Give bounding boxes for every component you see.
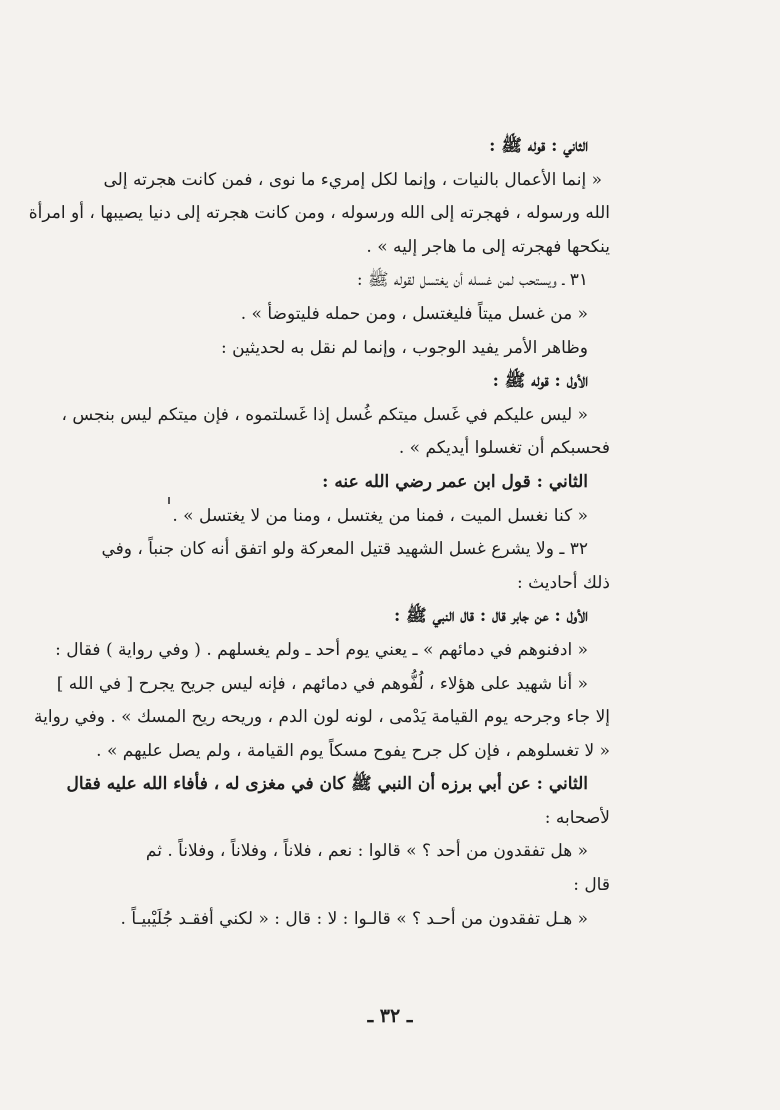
text-line: « ادفنوهم في دمائهم » ـ يعني يوم أحد ـ ولم يغسلهم . ( وفي رواية ) فقال : bbox=[55, 639, 588, 660]
text-line: ٣١ ـ ويستحب لمن غسله أن يغتسل لقوله ﷺ : bbox=[356, 270, 588, 291]
page-number: ـ ٣٢ ـ bbox=[367, 1005, 413, 1027]
text-line: الله ورسوله ، فهجرته إلى الله ورسوله ، ومن كانت هجرته إلى دنيا يصيبها ، أو امرأة bbox=[28, 203, 610, 224]
text-line: الثاني : قوله ﷺ : bbox=[489, 136, 588, 156]
text-line: « ليس عليكم في غَسل ميتكم غُسل إذا غَسلتموه ، فإن ميتكم ليس بنجس ، bbox=[61, 404, 588, 425]
text-line: « أنا شهيد على هؤلاء ، لُفُّوهم في دمائهم ، فإنه ليس جريح يجرح [ في الله ] bbox=[56, 673, 588, 694]
text-line: فحسبكم أن تغسلوا أيديكم » . bbox=[398, 438, 610, 459]
text-line: « لا تغسلوهم ، فإن كل جرح يفوح مسكاً يوم القيامة ، ولم يصل عليهم » . bbox=[96, 740, 610, 761]
stray-mark bbox=[168, 497, 170, 504]
text-line: ذلك أحاديث : bbox=[516, 572, 610, 593]
text-line: « إنما الأعمال بالنيات ، وإنما لكل إمريء ما نوى ، فمن كانت هجرته إلى bbox=[103, 169, 602, 190]
text-line: إلا جاء وجرحه يوم القيامة يَدْمى ، لونه لون الدم ، وريحه ريح المسك » . وفي رواية bbox=[34, 707, 610, 728]
body-text bbox=[28, 130, 610, 936]
text-line: ينكحها فهجرته إلى ما هاجر إليه » . bbox=[366, 236, 610, 257]
text-line: الثاني : قول ابن عمر رضي الله عنه : bbox=[322, 471, 588, 492]
text-line: لأصحابه : bbox=[544, 807, 610, 828]
text-line: الأول : قوله ﷺ : bbox=[492, 371, 588, 392]
text-line: الأول : عن جابر قال : قال النبي ﷺ : bbox=[393, 606, 588, 627]
text-line: « كنا نغسل الميت ، فمنا من يغتسل ، ومنا من لا يغتسل » . bbox=[172, 505, 588, 526]
text-line: وظاهر الأمر يفيد الوجوب ، وإنما لم نقل به لحديثين : bbox=[220, 337, 588, 358]
text-line: « هـل تفقدون من أحـد ؟ » قالـوا : لا : قال : « لكني أفقـد جُلَيْبيـاً . bbox=[120, 908, 588, 929]
text-line: « من غسل ميتاً فليغتسل ، ومن حمله فليتوضأ » . bbox=[240, 303, 588, 324]
text-line: الثاني : عن أبي برزه أن النبي ﷺ كان في مغزى له ، فأفاء الله عليه فقال bbox=[66, 774, 588, 795]
text-line: قال : bbox=[573, 875, 610, 896]
text-line: « هل تفقدون من أحد ؟ » قالوا : نعم ، فلاناً ، وفلاناً ، وفلاناً . ثم bbox=[145, 841, 588, 862]
text-line: ٣٢ ـ ولا يشرع غسل الشهيد قتيل المعركة ولو اتفق أنه كان جنباً ، وفي bbox=[101, 539, 588, 560]
